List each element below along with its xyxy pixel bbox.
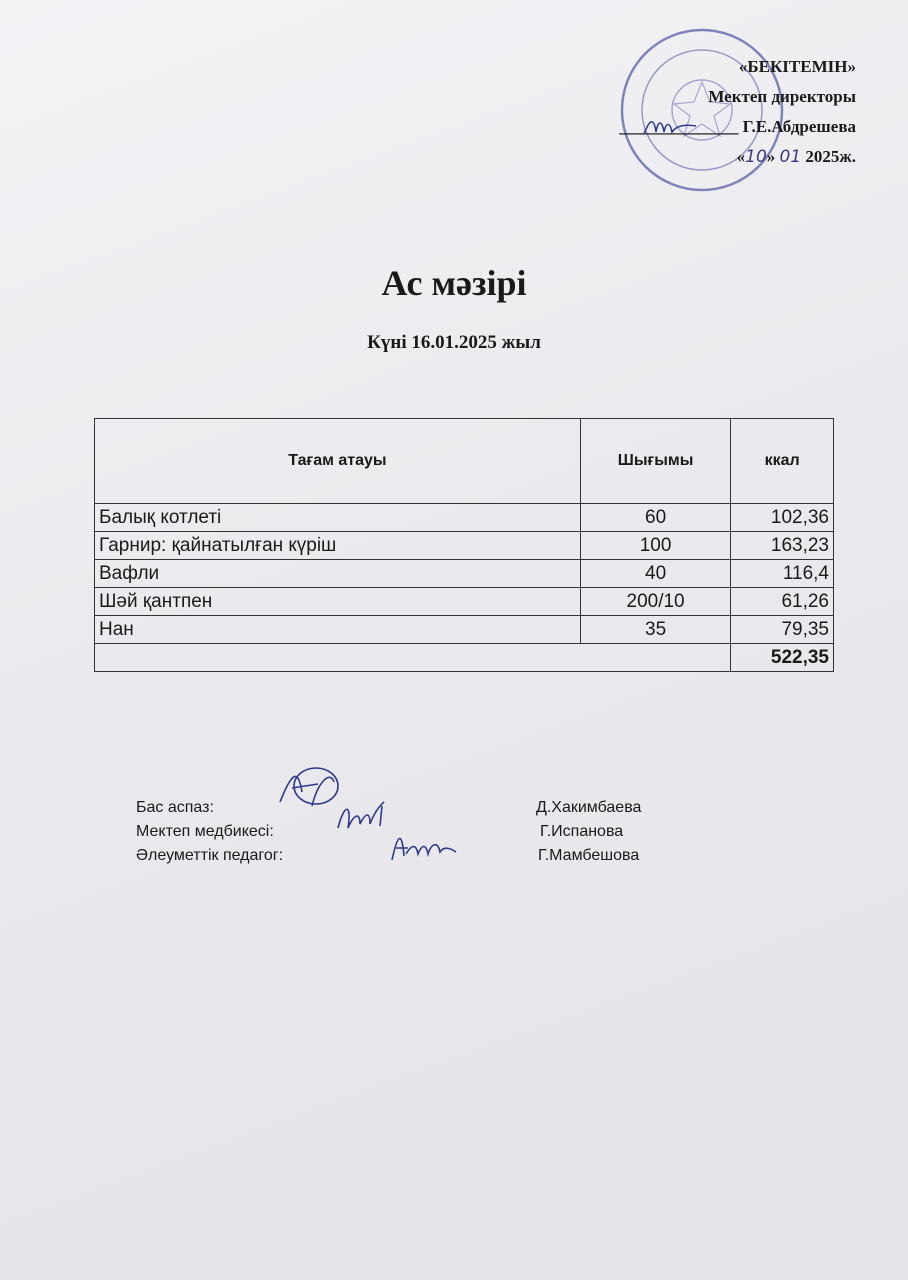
total-kcal: 522,35: [731, 644, 834, 672]
approval-date-day: 10: [745, 147, 767, 167]
approval-block: [596, 52, 856, 172]
signature-role: Әлеуметтік педагог:: [136, 847, 284, 864]
signature-role: Бас аспаз:: [136, 799, 214, 816]
dish-output: 200/10: [580, 588, 730, 616]
dish-name: Гарнир: қайнатылған күріш: [95, 532, 581, 560]
dish-name: Нан: [95, 616, 581, 644]
table-row: [95, 504, 834, 532]
column-header-kcal: ккал: [731, 419, 834, 504]
signature-row: [136, 844, 696, 868]
signature-row: [136, 820, 696, 844]
signature-name: Г.Испанова: [540, 823, 624, 840]
dish-kcal: 61,26: [731, 588, 834, 616]
signatures-block: [136, 796, 696, 868]
dish-name: Балық котлеті: [95, 504, 581, 532]
menu-table: [94, 418, 834, 672]
director-signature-line: ______________: [619, 117, 739, 136]
approval-date-month: 01: [779, 147, 802, 167]
approval-date-year: 2025ж.: [805, 147, 856, 166]
signature-role: Мектеп медбикесі:: [136, 823, 274, 840]
column-header-name: Тағам атауы: [95, 419, 581, 504]
dish-kcal: 163,23: [731, 532, 834, 560]
table-row: [95, 588, 834, 616]
approval-position: Мектеп директоры: [708, 87, 856, 106]
page-date: Күні 16.01.2025 жыл: [367, 332, 541, 353]
table-row: [95, 532, 834, 560]
approval-name: Г.Е.Абдрешева: [742, 117, 856, 136]
approval-name-line: [596, 112, 856, 142]
dish-kcal: 79,35: [731, 616, 834, 644]
table-header-row: [95, 419, 834, 504]
dish-kcal: 102,36: [731, 504, 834, 532]
dish-output: 35: [580, 616, 730, 644]
director-signature: [640, 112, 700, 140]
signature-name: Д.Хакимбаева: [536, 799, 642, 816]
table-row: [95, 560, 834, 588]
total-empty-cell: [95, 644, 731, 672]
table-row: [95, 616, 834, 644]
approval-title: «БЕКІТЕМІН»: [738, 57, 856, 76]
dish-name: Шәй қантпен: [95, 588, 581, 616]
dish-output: 60: [580, 504, 730, 532]
signature-row: [136, 796, 696, 820]
signature-name: Г.Мамбешова: [538, 847, 640, 864]
page-title: Ас мәзірі: [381, 263, 527, 303]
dish-output: 40: [580, 560, 730, 588]
table-total-row: [95, 644, 834, 672]
column-header-output: Шығымы: [580, 419, 730, 504]
dish-kcal: 116,4: [731, 560, 834, 588]
dish-name: Вафли: [95, 560, 581, 588]
approval-date: «10» 01 2025ж.: [736, 147, 856, 167]
dish-output: 100: [580, 532, 730, 560]
